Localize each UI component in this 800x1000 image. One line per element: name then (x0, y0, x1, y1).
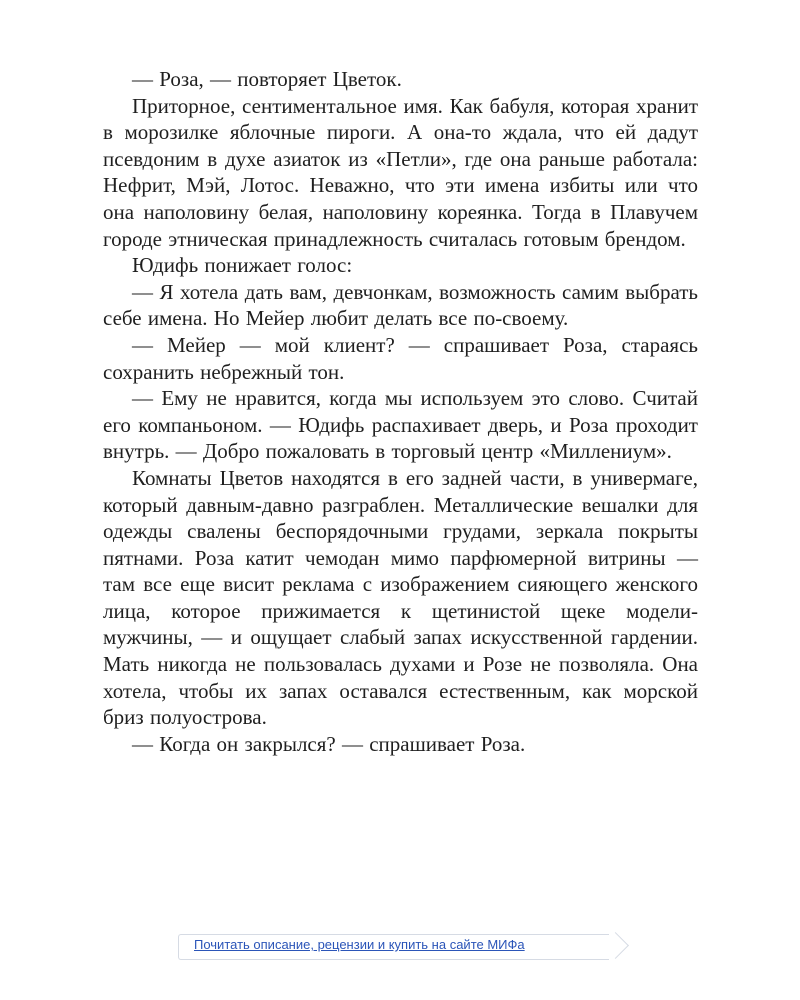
paragraph-4: — Я хотела дать вам, девчонкам, возможность самим выбрать себе имена. Но Мейер любит делать все по-своему. (103, 279, 698, 331)
paragraph-5: — Мейер — мой клиент? — спрашивает Роза, стараясь сохранить небрежный тон. (103, 332, 698, 384)
paragraph-1: — Роза, — повторяет Цветок. (132, 67, 402, 91)
paragraph-8: — Когда он закрылся? — спрашивает Роза. (132, 731, 526, 756)
paragraph-6: — Ему не нравится, когда мы используем это слово. Считай его компаньоном. — Юдифь распахивает дверь, и Роза проходит внутрь. — Добро пожаловать в торговый центр «Миллениум». (103, 386, 698, 464)
paragraph-7: Комнаты Цветов находятся в его задней части, в универмаге, который давным-давно разграблен. Металлические вешалки для одежды свалены беспорядочными грудами, зеркала покрыты пятнами. Роза катит чемодан мимо парфюмерной витрины — там все еще висит реклама с изображением сияющего женского лица, которое прижимается к щетинистой щеке модели-мужчины, — и ощущает слабый запах искусственной гардении. Мать никогда не пользовалась духами и Розе не позволяла. Она хотела, чтобы их запах оставался естественным, как морской бриз полуострова. (103, 465, 698, 730)
paragraph-3: Юдифь понижает голос: (132, 253, 353, 278)
book-text (103, 66, 698, 757)
paragraph-2: Приторное, сентиментальное имя. Как бабуля, которая хранит в морозилке яблочные пироги. А она-то ждала, что ей дадут псевдоним в духе азиаток из «Петли», где она раньше работала: Нефрит, Мэй, Лотос. Неважно, что эти имена избиты или что она наполовину белая, наполовину кореянка. Тогда в Плавучем городе этническая принадлежность считалась готовым брендом. (103, 93, 698, 251)
store-link-banner[interactable] (178, 934, 620, 960)
store-link[interactable]: Почитать описание, рецензии и купить на сайте МИФа (194, 937, 525, 952)
